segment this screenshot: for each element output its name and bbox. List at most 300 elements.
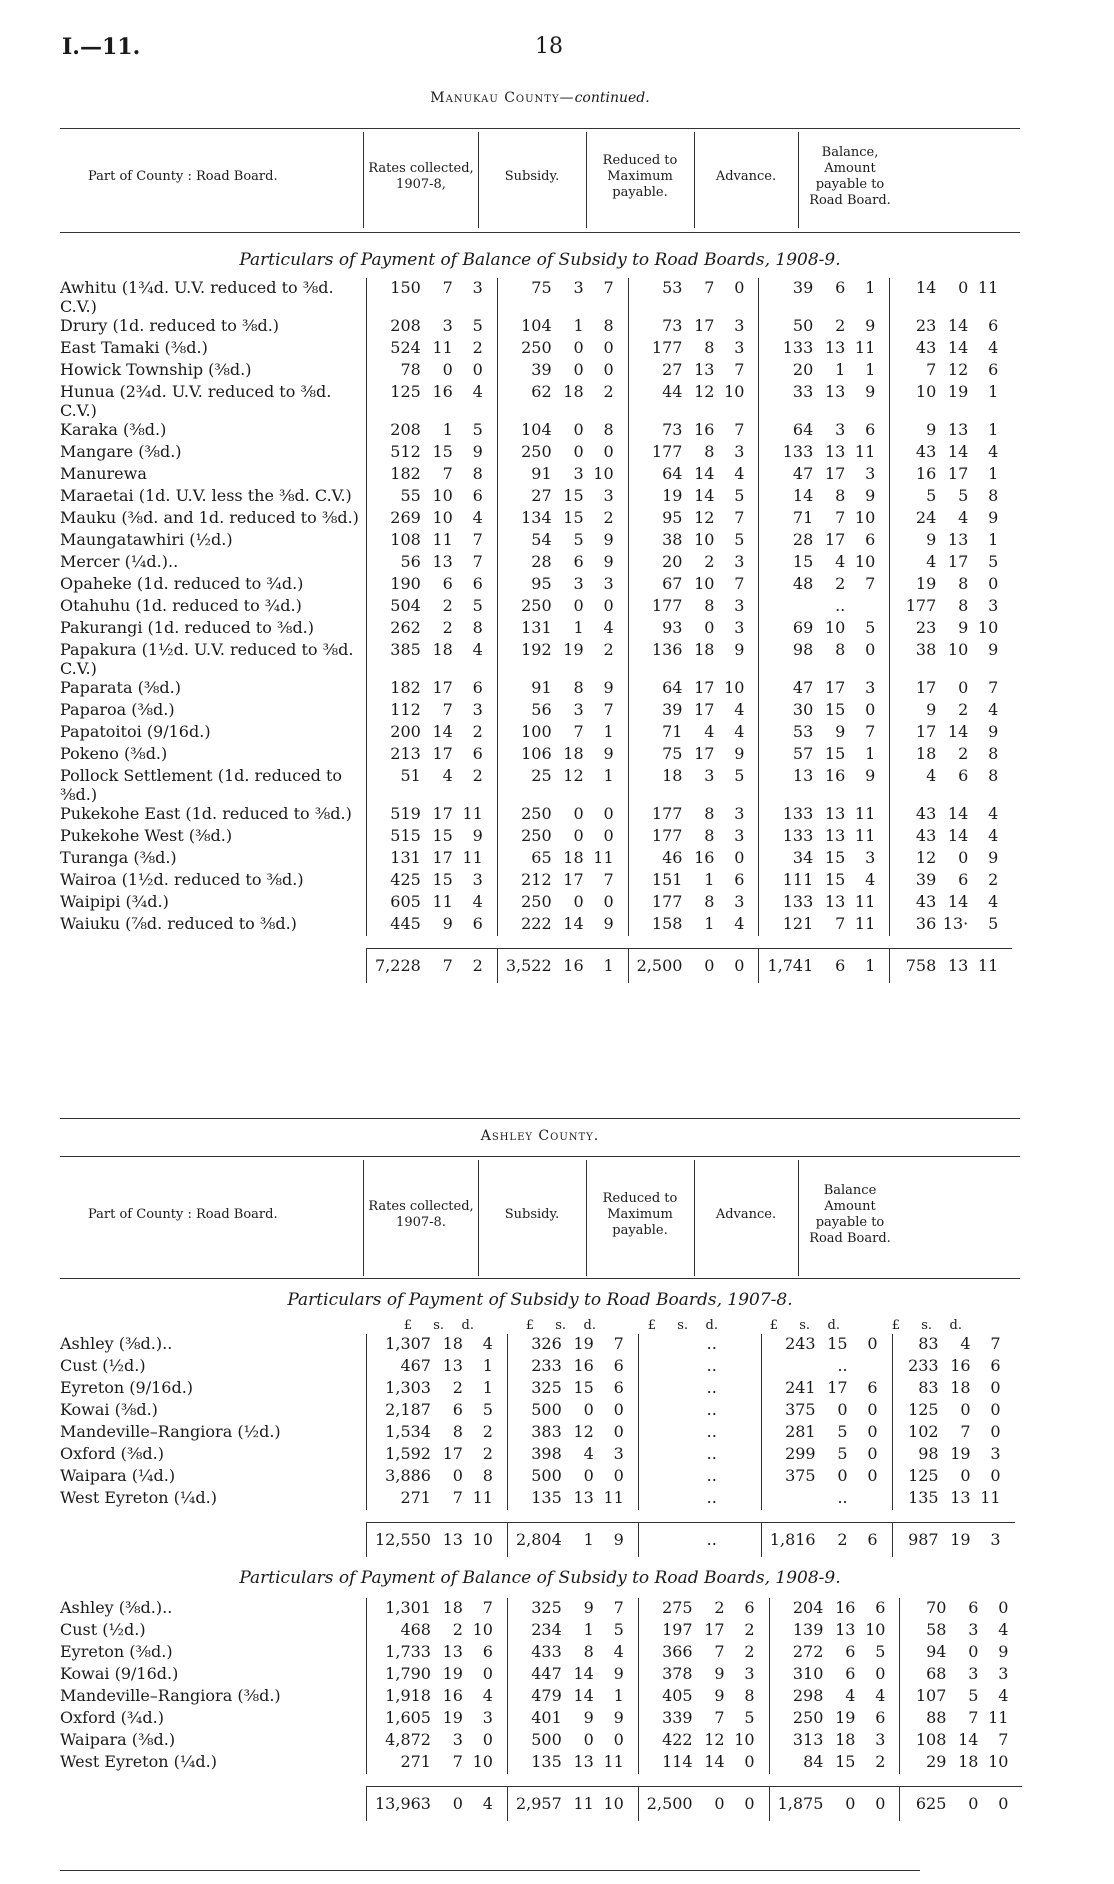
ashley-1908-subsidy-pounds: 2,957 bbox=[516, 1786, 562, 1821]
manukau-advance-pounds: 133 bbox=[782, 826, 814, 845]
ashley-1908-balance-pence: 4 bbox=[998, 1686, 1009, 1705]
manukau-balance-pounds: 18 bbox=[915, 744, 937, 763]
manukau-reduced-shillings: 17 bbox=[694, 678, 715, 697]
ashley-1907-rates-pounds: 3,886 bbox=[385, 1466, 431, 1485]
ashley-1908-balance-pounds: 94 bbox=[926, 1642, 947, 1661]
manukau-advance-pence: 10 bbox=[854, 552, 876, 571]
manukau-reduced-shillings: 3 bbox=[704, 766, 715, 785]
ashley-1907-rates-pence: 5 bbox=[482, 1400, 493, 1419]
manukau-advance-shillings: 16 bbox=[824, 766, 846, 785]
ashley-1908-advance-pence: 0 bbox=[875, 1664, 886, 1683]
manukau-reduced-pence: 10 bbox=[724, 382, 745, 401]
ashley-1907-balance-pounds: 102 bbox=[908, 1422, 939, 1441]
manukau-rates-pence: 2 bbox=[472, 766, 483, 785]
table-row bbox=[60, 1598, 1022, 1620]
road-board-name: Turanga (⅜d.) bbox=[60, 848, 177, 867]
manukau-subsidy-pounds: 104 bbox=[521, 316, 552, 335]
manukau-rates-shillings: 6 bbox=[442, 574, 453, 593]
table-row bbox=[60, 1730, 1022, 1752]
ashley-1908-subsidy-pence: 1 bbox=[613, 1686, 624, 1705]
manukau-subsidy-shillings: 3 bbox=[573, 700, 584, 719]
manukau-rates-pounds: 190 bbox=[390, 574, 421, 593]
ashley-1908-subsidy-shillings: 14 bbox=[573, 1686, 594, 1705]
manukau-rates-pounds: 504 bbox=[390, 596, 421, 615]
ashley-1908-balance-pounds: 108 bbox=[915, 1730, 947, 1749]
table-row bbox=[60, 552, 1012, 574]
manukau-subsidy-pence: 3 bbox=[603, 574, 614, 593]
manukau-reduced-pence: 0 bbox=[714, 948, 744, 983]
manukau-balance-shillings: 13 bbox=[947, 420, 969, 439]
road-board-name: Waipara (⅜d.) bbox=[60, 1730, 176, 1749]
ashley-1907-rates-pence: 2 bbox=[482, 1444, 493, 1463]
ashley-1908-advance-pence: 6 bbox=[875, 1598, 886, 1617]
ashley-1908-balance-pence: 10 bbox=[988, 1752, 1009, 1771]
manukau-balance-pounds: 4 bbox=[926, 552, 937, 571]
manukau-rates-pounds: 56 bbox=[400, 552, 421, 571]
ashley-1907-advance-pounds: 375 bbox=[785, 1466, 816, 1485]
ashley-1907-reduced-pounds bbox=[647, 1334, 685, 1356]
manukau-advance-shillings: 15 bbox=[824, 744, 846, 763]
manukau-reduced-pounds: 73 bbox=[662, 420, 683, 439]
currency-unit-label: d. bbox=[583, 1318, 596, 1333]
ashley-1908-rates-pence: 4 bbox=[463, 1786, 493, 1821]
manukau-subtitle: Particulars of Payment of Balance of Subsidy to Road Boards, 1908-9. bbox=[239, 250, 841, 270]
manukau-balance-shillings: 14 bbox=[947, 316, 969, 335]
ashley-1907-advance-shillings: 0 bbox=[837, 1466, 848, 1485]
table-row bbox=[60, 382, 1012, 420]
table-row bbox=[60, 1686, 1022, 1708]
manukau-advance-pence: 4 bbox=[865, 870, 876, 889]
manukau-advance-pence: 3 bbox=[865, 848, 876, 867]
currency-unit-label: s. bbox=[799, 1318, 810, 1333]
manukau-balance-shillings: 8 bbox=[958, 574, 969, 593]
ashley-1907-rates-shillings: 6 bbox=[452, 1400, 463, 1419]
manukau-advance-pence: 9 bbox=[865, 766, 876, 785]
ashley-1907-reduced-shillings: .. bbox=[706, 1334, 717, 1353]
manukau-rates-pounds: 51 bbox=[400, 766, 421, 785]
ashley-1908-advance-shillings: 6 bbox=[845, 1642, 856, 1661]
road-board-name: Mandeville–Rangiora (⅜d.) bbox=[60, 1686, 281, 1705]
table-row bbox=[60, 870, 1012, 892]
manukau-subsidy-pence: 9 bbox=[603, 678, 614, 697]
ashley-1908-subsidy-pence: 4 bbox=[613, 1642, 624, 1661]
manukau-subsidy-pence: 0 bbox=[603, 596, 614, 615]
manukau-rates-pounds: 262 bbox=[390, 618, 421, 637]
ashley-1907-reduced-pounds bbox=[647, 1356, 685, 1378]
manukau-advance-pounds: 69 bbox=[792, 618, 814, 637]
table-row bbox=[60, 316, 1012, 338]
ashley-1908-reduced-pounds: 366 bbox=[662, 1642, 693, 1661]
manukau-balance-pence: 6 bbox=[988, 316, 999, 335]
ashley-1907-reduced-pence bbox=[717, 1522, 747, 1557]
manukau-subsidy-shillings: 18 bbox=[563, 744, 584, 763]
manukau-subsidy-shillings: 18 bbox=[563, 848, 584, 867]
manukau-advance-shillings: .. bbox=[835, 596, 846, 615]
table-row bbox=[60, 1620, 1022, 1642]
road-board-name: Cust (½d.) bbox=[60, 1356, 146, 1375]
table-row bbox=[60, 486, 1012, 508]
currency-unit-label: s. bbox=[433, 1318, 444, 1333]
manukau-rates-pence: 7 bbox=[472, 530, 483, 549]
manukau-subsidy-pence: 2 bbox=[603, 382, 614, 401]
col-header-subsidy: Subsidy. bbox=[504, 169, 560, 184]
manukau-balance-shillings: 14 bbox=[947, 804, 969, 823]
manukau-rates-pence: 5 bbox=[472, 596, 483, 615]
manukau-subsidy-shillings: 3 bbox=[573, 464, 584, 483]
manukau-rates-shillings: 7 bbox=[421, 948, 453, 983]
ashley-1907-balance-shillings: 0 bbox=[960, 1400, 971, 1419]
ashley-1908-reduced-shillings: 14 bbox=[704, 1752, 725, 1771]
ashley-1907-balance-shillings: 19 bbox=[939, 1522, 971, 1557]
manukau-advance-pence: 9 bbox=[865, 316, 876, 335]
ashley-1908-balance-pence: 4 bbox=[998, 1620, 1009, 1639]
manukau-advance-pounds: 47 bbox=[792, 678, 814, 697]
ashley-1908-balance-shillings: 6 bbox=[968, 1598, 979, 1617]
manukau-balance-pounds: 23 bbox=[915, 618, 937, 637]
manukau-reduced-pence: 4 bbox=[734, 914, 745, 933]
manukau-balance-shillings: 6 bbox=[958, 766, 969, 785]
ashley-1908-rates-pounds: 4,872 bbox=[385, 1730, 431, 1749]
ashley-col-header-reduced: Reduced to Maximum payable. bbox=[602, 1191, 678, 1238]
manukau-subsidy-pounds: 56 bbox=[531, 700, 552, 719]
ashley-1907-subsidy-shillings: 0 bbox=[583, 1466, 594, 1485]
ashley-1908-balance-pence: 3 bbox=[998, 1664, 1009, 1683]
manukau-advance-shillings: 1 bbox=[835, 360, 846, 379]
manukau-balance-shillings: 14 bbox=[947, 826, 969, 845]
ashley-1907-advance-shillings: 2 bbox=[816, 1522, 848, 1557]
manukau-reduced-shillings: 8 bbox=[704, 442, 715, 461]
manukau-balance-pence: 8 bbox=[988, 766, 999, 785]
table-row bbox=[60, 1488, 1015, 1510]
manukau-subsidy-shillings: 7 bbox=[573, 722, 584, 741]
road-board-name: Waiuku (⅞d. reduced to ⅜d.) bbox=[60, 914, 297, 933]
manukau-subsidy-pounds: 131 bbox=[521, 618, 552, 637]
manukau-rates-pence: 2 bbox=[472, 338, 483, 357]
manukau-reduced-shillings: 16 bbox=[694, 420, 715, 439]
table-row bbox=[60, 420, 1012, 442]
manukau-balance-pounds: 10 bbox=[915, 382, 937, 401]
ashley-1907-advance-pounds: 1,816 bbox=[770, 1522, 816, 1557]
manukau-rates-shillings: 17 bbox=[432, 848, 453, 867]
manukau-balance-pounds: 43 bbox=[915, 442, 937, 461]
currency-unit-label: £ bbox=[525, 1318, 534, 1333]
manukau-rates-pounds: 182 bbox=[390, 464, 421, 483]
ashley-1908-rates-shillings: 19 bbox=[442, 1664, 463, 1683]
ashley-1907-advance-shillings: 5 bbox=[837, 1422, 848, 1441]
total-row bbox=[60, 1522, 1015, 1557]
manukau-advance-pounds: 15 bbox=[792, 552, 814, 571]
table-row bbox=[60, 766, 1012, 804]
ashley-1908-rates-shillings: 3 bbox=[452, 1730, 463, 1749]
ashley-1908-rates-pence: 3 bbox=[482, 1708, 493, 1727]
manukau-reduced-pounds: 20 bbox=[662, 552, 683, 571]
manukau-advance-pence: 0 bbox=[865, 700, 876, 719]
manukau-balance-pounds: 9 bbox=[926, 700, 937, 719]
ashley-1908-rates-shillings: 0 bbox=[431, 1786, 463, 1821]
manukau-subsidy-shillings: 5 bbox=[573, 530, 584, 549]
manukau-balance-pounds: 5 bbox=[926, 486, 937, 505]
manukau-rates-shillings: 17 bbox=[432, 744, 453, 763]
manukau-subsidy-pounds: 104 bbox=[521, 420, 552, 439]
manukau-subsidy-pounds: 54 bbox=[531, 530, 552, 549]
ashley-1907-subsidy-pence: 6 bbox=[613, 1378, 624, 1397]
table-row bbox=[60, 1400, 1015, 1422]
manukau-reduced-pounds: 46 bbox=[662, 848, 683, 867]
manukau-rates-shillings: 14 bbox=[432, 722, 453, 741]
manukau-rates-shillings: 9 bbox=[442, 914, 453, 933]
manukau-rates-pence: 6 bbox=[472, 914, 483, 933]
ashley-1907-rates-pounds: 12,550 bbox=[375, 1522, 431, 1557]
manukau-subsidy-pence: 0 bbox=[603, 442, 614, 461]
manukau-subsidy-pounds: 212 bbox=[521, 870, 552, 889]
ashley-1908-advance-pounds: 1,875 bbox=[778, 1786, 824, 1821]
ashley-1907-reduced-shillings: .. bbox=[706, 1400, 717, 1419]
manukau-advance-pounds: 53 bbox=[792, 722, 814, 741]
manukau-reduced-pence: 7 bbox=[734, 360, 745, 379]
ashley-1907-subsidy-pence: 7 bbox=[613, 1334, 624, 1353]
col-header-part: Part of County : Road Board. bbox=[88, 169, 278, 184]
manukau-advance-pounds: 133 bbox=[782, 804, 814, 823]
currency-unit-label: s. bbox=[677, 1318, 688, 1333]
manukau-rates-shillings: 15 bbox=[432, 442, 453, 461]
manukau-reduced-pence: 9 bbox=[734, 744, 745, 763]
manukau-rates-shillings: 7 bbox=[442, 278, 453, 297]
manukau-balance-pence: 5 bbox=[988, 914, 999, 933]
manukau-advance-pence: 11 bbox=[854, 826, 876, 845]
manukau-reduced-pence: 6 bbox=[734, 870, 745, 889]
ashley-1907-rates-pence: 11 bbox=[472, 1488, 493, 1507]
manukau-rates-pence: 8 bbox=[472, 618, 483, 637]
table-row bbox=[60, 442, 1012, 464]
manukau-reduced-shillings: 0 bbox=[704, 618, 715, 637]
manukau-subsidy-pounds: 3,522 bbox=[506, 948, 552, 983]
ashley-1907-subsidy-shillings: 1 bbox=[562, 1522, 594, 1557]
manukau-advance-pounds: 133 bbox=[782, 892, 814, 911]
road-board-name: Paparata (⅜d.) bbox=[60, 678, 181, 697]
ashley-1908-advance-pence: 10 bbox=[865, 1620, 886, 1639]
manukau-rates-shillings: 2 bbox=[442, 596, 453, 615]
manukau-balance-pounds: 12 bbox=[915, 848, 937, 867]
ashley-1907-subsidy-shillings: 19 bbox=[573, 1334, 594, 1353]
manukau-subsidy-pence: 1 bbox=[603, 766, 614, 785]
manukau-balance-pounds: 38 bbox=[915, 640, 937, 659]
ashley-1907-rates-pence: 4 bbox=[482, 1334, 493, 1353]
table-row bbox=[60, 278, 1012, 316]
manukau-subsidy-shillings: 15 bbox=[563, 486, 584, 505]
manukau-reduced-pence: 3 bbox=[734, 442, 745, 461]
manukau-rates-pence: 0 bbox=[472, 360, 483, 379]
ashley-1908-balance-shillings: 5 bbox=[968, 1686, 979, 1705]
ashley-1907-reduced-pounds bbox=[647, 1400, 685, 1422]
manukau-balance-pence: 4 bbox=[988, 892, 999, 911]
ashley-1907-advance-pence: 6 bbox=[848, 1522, 878, 1557]
manukau-subsidy-pounds: 91 bbox=[531, 678, 552, 697]
ashley-1908-subsidy-pence: 10 bbox=[594, 1786, 624, 1821]
manukau-rates-pence: 11 bbox=[462, 804, 483, 823]
ashley-subtitle-1908: Particulars of Payment of Balance of Subsidy to Road Boards, 1908-9. bbox=[239, 1568, 841, 1588]
manukau-subsidy-shillings: 0 bbox=[573, 360, 584, 379]
ashley-1908-subsidy-pence: 7 bbox=[613, 1598, 624, 1617]
ashley-1907-balance-shillings: 19 bbox=[950, 1444, 971, 1463]
manukau-rates-pounds: 208 bbox=[390, 316, 421, 335]
ashley-1907-balance-pounds: 83 bbox=[918, 1378, 939, 1397]
ashley-col-header-advance: Advance. bbox=[715, 1207, 777, 1222]
manukau-advance-pounds: 33 bbox=[792, 382, 814, 401]
manukau-balance-pounds: 36 bbox=[915, 914, 937, 933]
ashley-1907-advance-shillings: .. bbox=[837, 1488, 848, 1507]
manukau-balance-shillings: 14 bbox=[947, 338, 969, 357]
manukau-advance-pence: 6 bbox=[865, 420, 876, 439]
manukau-advance-pounds: 1,741 bbox=[767, 948, 813, 983]
manukau-reduced-shillings: 8 bbox=[704, 338, 715, 357]
ashley-1908-balance-pounds: 29 bbox=[926, 1752, 947, 1771]
road-board-name: Kowai (⅜d.) bbox=[60, 1400, 158, 1419]
ashley-1908-reduced-pence: 6 bbox=[744, 1598, 755, 1617]
manukau-reduced-pence: 4 bbox=[734, 722, 745, 741]
manukau-balance-shillings: 5 bbox=[958, 486, 969, 505]
manukau-subsidy-pence: 7 bbox=[603, 700, 614, 719]
manukau-balance-pence: 4 bbox=[988, 442, 999, 461]
manukau-reduced-shillings: 13 bbox=[694, 360, 715, 379]
ashley-1908-reduced-shillings: 7 bbox=[714, 1642, 725, 1661]
manukau-rates-pounds: 7,228 bbox=[375, 948, 421, 983]
manukau-balance-pounds: 9 bbox=[926, 530, 937, 549]
ashley-1907-balance-pounds: 98 bbox=[918, 1444, 939, 1463]
manukau-advance-shillings: 13 bbox=[824, 892, 846, 911]
road-board-name: Cust (½d.) bbox=[60, 1620, 146, 1639]
manukau-balance-shillings: 4 bbox=[958, 508, 969, 527]
manukau-advance-shillings: 8 bbox=[835, 640, 846, 659]
manukau-rates-pounds: 208 bbox=[390, 420, 421, 439]
currency-unit-label: £ bbox=[769, 1318, 778, 1333]
manukau-rates-pounds: 150 bbox=[390, 278, 421, 297]
table-row bbox=[60, 700, 1012, 722]
manukau-advance-pounds: 39 bbox=[792, 278, 814, 297]
road-board-name: Opaheke (1d. reduced to ¾d.) bbox=[60, 574, 304, 593]
manukau-rates-pounds: 78 bbox=[400, 360, 421, 379]
table-row bbox=[60, 804, 1012, 826]
manukau-advance-pence: 1 bbox=[865, 360, 876, 379]
ashley-1907-advance-pence: 0 bbox=[867, 1422, 878, 1441]
table-row bbox=[60, 1664, 1022, 1686]
ashley-col-header-part: Part of County : Road Board. bbox=[88, 1207, 278, 1222]
manukau-rates-pounds: 425 bbox=[390, 870, 421, 889]
manukau-subsidy-shillings: 0 bbox=[573, 442, 584, 461]
ashley-1908-reduced-pence: 0 bbox=[744, 1752, 755, 1771]
manukau-reduced-shillings: 2 bbox=[704, 552, 715, 571]
manukau-reduced-pence: 7 bbox=[734, 508, 745, 527]
manukau-reduced-pence: 5 bbox=[734, 766, 745, 785]
manukau-balance-shillings: 17 bbox=[947, 552, 969, 571]
manukau-advance-pence: 5 bbox=[865, 618, 876, 637]
manukau-subsidy-pounds: 250 bbox=[521, 892, 552, 911]
manukau-subsidy-shillings: 0 bbox=[573, 804, 584, 823]
manukau-advance-pounds: 30 bbox=[792, 700, 814, 719]
ashley-1908-rates-pounds: 13,963 bbox=[375, 1786, 431, 1821]
manukau-rates-shillings: 17 bbox=[432, 804, 453, 823]
ashley-1907-advance-pence: 0 bbox=[867, 1444, 878, 1463]
manukau-advance-shillings: 7 bbox=[835, 508, 846, 527]
ashley-1908-subsidy-shillings: 9 bbox=[583, 1708, 594, 1727]
manukau-subsidy-pence: 0 bbox=[603, 360, 614, 379]
ashley-1907-reduced-pence bbox=[717, 1400, 747, 1422]
manukau-rates-shillings: 1 bbox=[442, 420, 453, 439]
manukau-rates-shillings: 15 bbox=[432, 826, 453, 845]
manukau-reduced-pence: 7 bbox=[734, 420, 745, 439]
ashley-1908-rates-pence: 10 bbox=[472, 1752, 493, 1771]
ashley-1907-reduced-shillings: .. bbox=[706, 1422, 717, 1441]
manukau-rates-pounds: 524 bbox=[390, 338, 421, 357]
ashley-1908-rates-pence: 7 bbox=[482, 1598, 493, 1617]
manukau-balance-pence: 5 bbox=[988, 552, 999, 571]
manukau-rates-pence: 5 bbox=[472, 420, 483, 439]
ashley-1908-balance-pence: 11 bbox=[988, 1708, 1009, 1727]
ashley-1908-reduced-shillings: 17 bbox=[704, 1620, 725, 1639]
manukau-balance-pence: 6 bbox=[988, 360, 999, 379]
ashley-1908-subsidy-pounds: 234 bbox=[531, 1620, 562, 1639]
manukau-advance-pounds: 34 bbox=[792, 848, 814, 867]
ashley-1908-balance-pounds: 58 bbox=[926, 1620, 947, 1639]
manukau-advance-pounds: 20 bbox=[792, 360, 814, 379]
manukau-balance-pounds: 16 bbox=[915, 464, 937, 483]
manukau-subsidy-pounds: 250 bbox=[521, 804, 552, 823]
ashley-1907-subsidy-shillings: 0 bbox=[583, 1400, 594, 1419]
ashley-1907-rates-pounds: 1,534 bbox=[385, 1422, 431, 1441]
table-row bbox=[60, 360, 1012, 382]
manukau-rates-pounds: 131 bbox=[390, 848, 421, 867]
ashley-1908-reduced-pounds: 114 bbox=[662, 1752, 693, 1771]
ashley-1907-reduced-pence bbox=[717, 1378, 747, 1400]
ashley-1907-rates-pence: 8 bbox=[482, 1466, 493, 1485]
manukau-subsidy-pounds: 192 bbox=[521, 640, 552, 659]
manukau-balance-pounds: 14 bbox=[915, 278, 937, 297]
manukau-balance-pounds: 177 bbox=[905, 596, 937, 615]
manukau-balance-shillings: 10 bbox=[947, 640, 969, 659]
manukau-advance-pounds: 64 bbox=[792, 420, 814, 439]
manukau-reduced-shillings: 12 bbox=[694, 508, 715, 527]
manukau-balance-pence: 11 bbox=[977, 278, 999, 297]
manukau-subsidy-shillings: 3 bbox=[573, 574, 584, 593]
ashley-1907-advance-pounds bbox=[770, 1488, 816, 1510]
ashley-1907-reduced-shillings: .. bbox=[685, 1522, 717, 1557]
manukau-subsidy-shillings: 0 bbox=[573, 892, 584, 911]
manukau-reduced-shillings: 14 bbox=[694, 486, 715, 505]
ashley-1908-advance-pounds: 84 bbox=[803, 1752, 824, 1771]
manukau-advance-pounds bbox=[767, 596, 813, 618]
manukau-subsidy-shillings: 6 bbox=[573, 552, 584, 571]
manukau-advance-pence: 1 bbox=[865, 744, 876, 763]
ashley-1907-rates-pounds: 467 bbox=[400, 1356, 431, 1375]
ashley-1908-subsidy-pence: 9 bbox=[613, 1708, 624, 1727]
ashley-1907-balance-shillings: 13 bbox=[950, 1488, 971, 1507]
ashley-1907-balance-pence: 7 bbox=[990, 1334, 1001, 1353]
ashley-1908-balance-pounds: 88 bbox=[926, 1708, 947, 1727]
table-row bbox=[60, 848, 1012, 870]
ashley-1907-reduced-shillings: .. bbox=[706, 1444, 717, 1463]
manukau-rates-shillings: 13 bbox=[432, 552, 453, 571]
road-board-name: Pukekohe East (1d. reduced to ⅜d.) bbox=[60, 804, 352, 823]
manukau-rates-pence: 5 bbox=[472, 316, 483, 335]
manukau-rates-pounds: 200 bbox=[390, 722, 421, 741]
ashley-col-header-rates: Rates collected, 1907-8. bbox=[368, 1199, 474, 1230]
ashley-1908-reduced-pounds: 422 bbox=[662, 1730, 693, 1749]
ashley-1908-rates-pounds: 1,301 bbox=[385, 1598, 431, 1617]
manukau-advance-pence: 3 bbox=[865, 678, 876, 697]
col-header-rates: Rates collected, 1907-8, bbox=[368, 161, 474, 192]
road-board-name: East Tamaki (⅜d.) bbox=[60, 338, 208, 357]
road-board-name: Manurewa bbox=[60, 464, 147, 483]
manukau-advance-shillings: 10 bbox=[824, 618, 846, 637]
